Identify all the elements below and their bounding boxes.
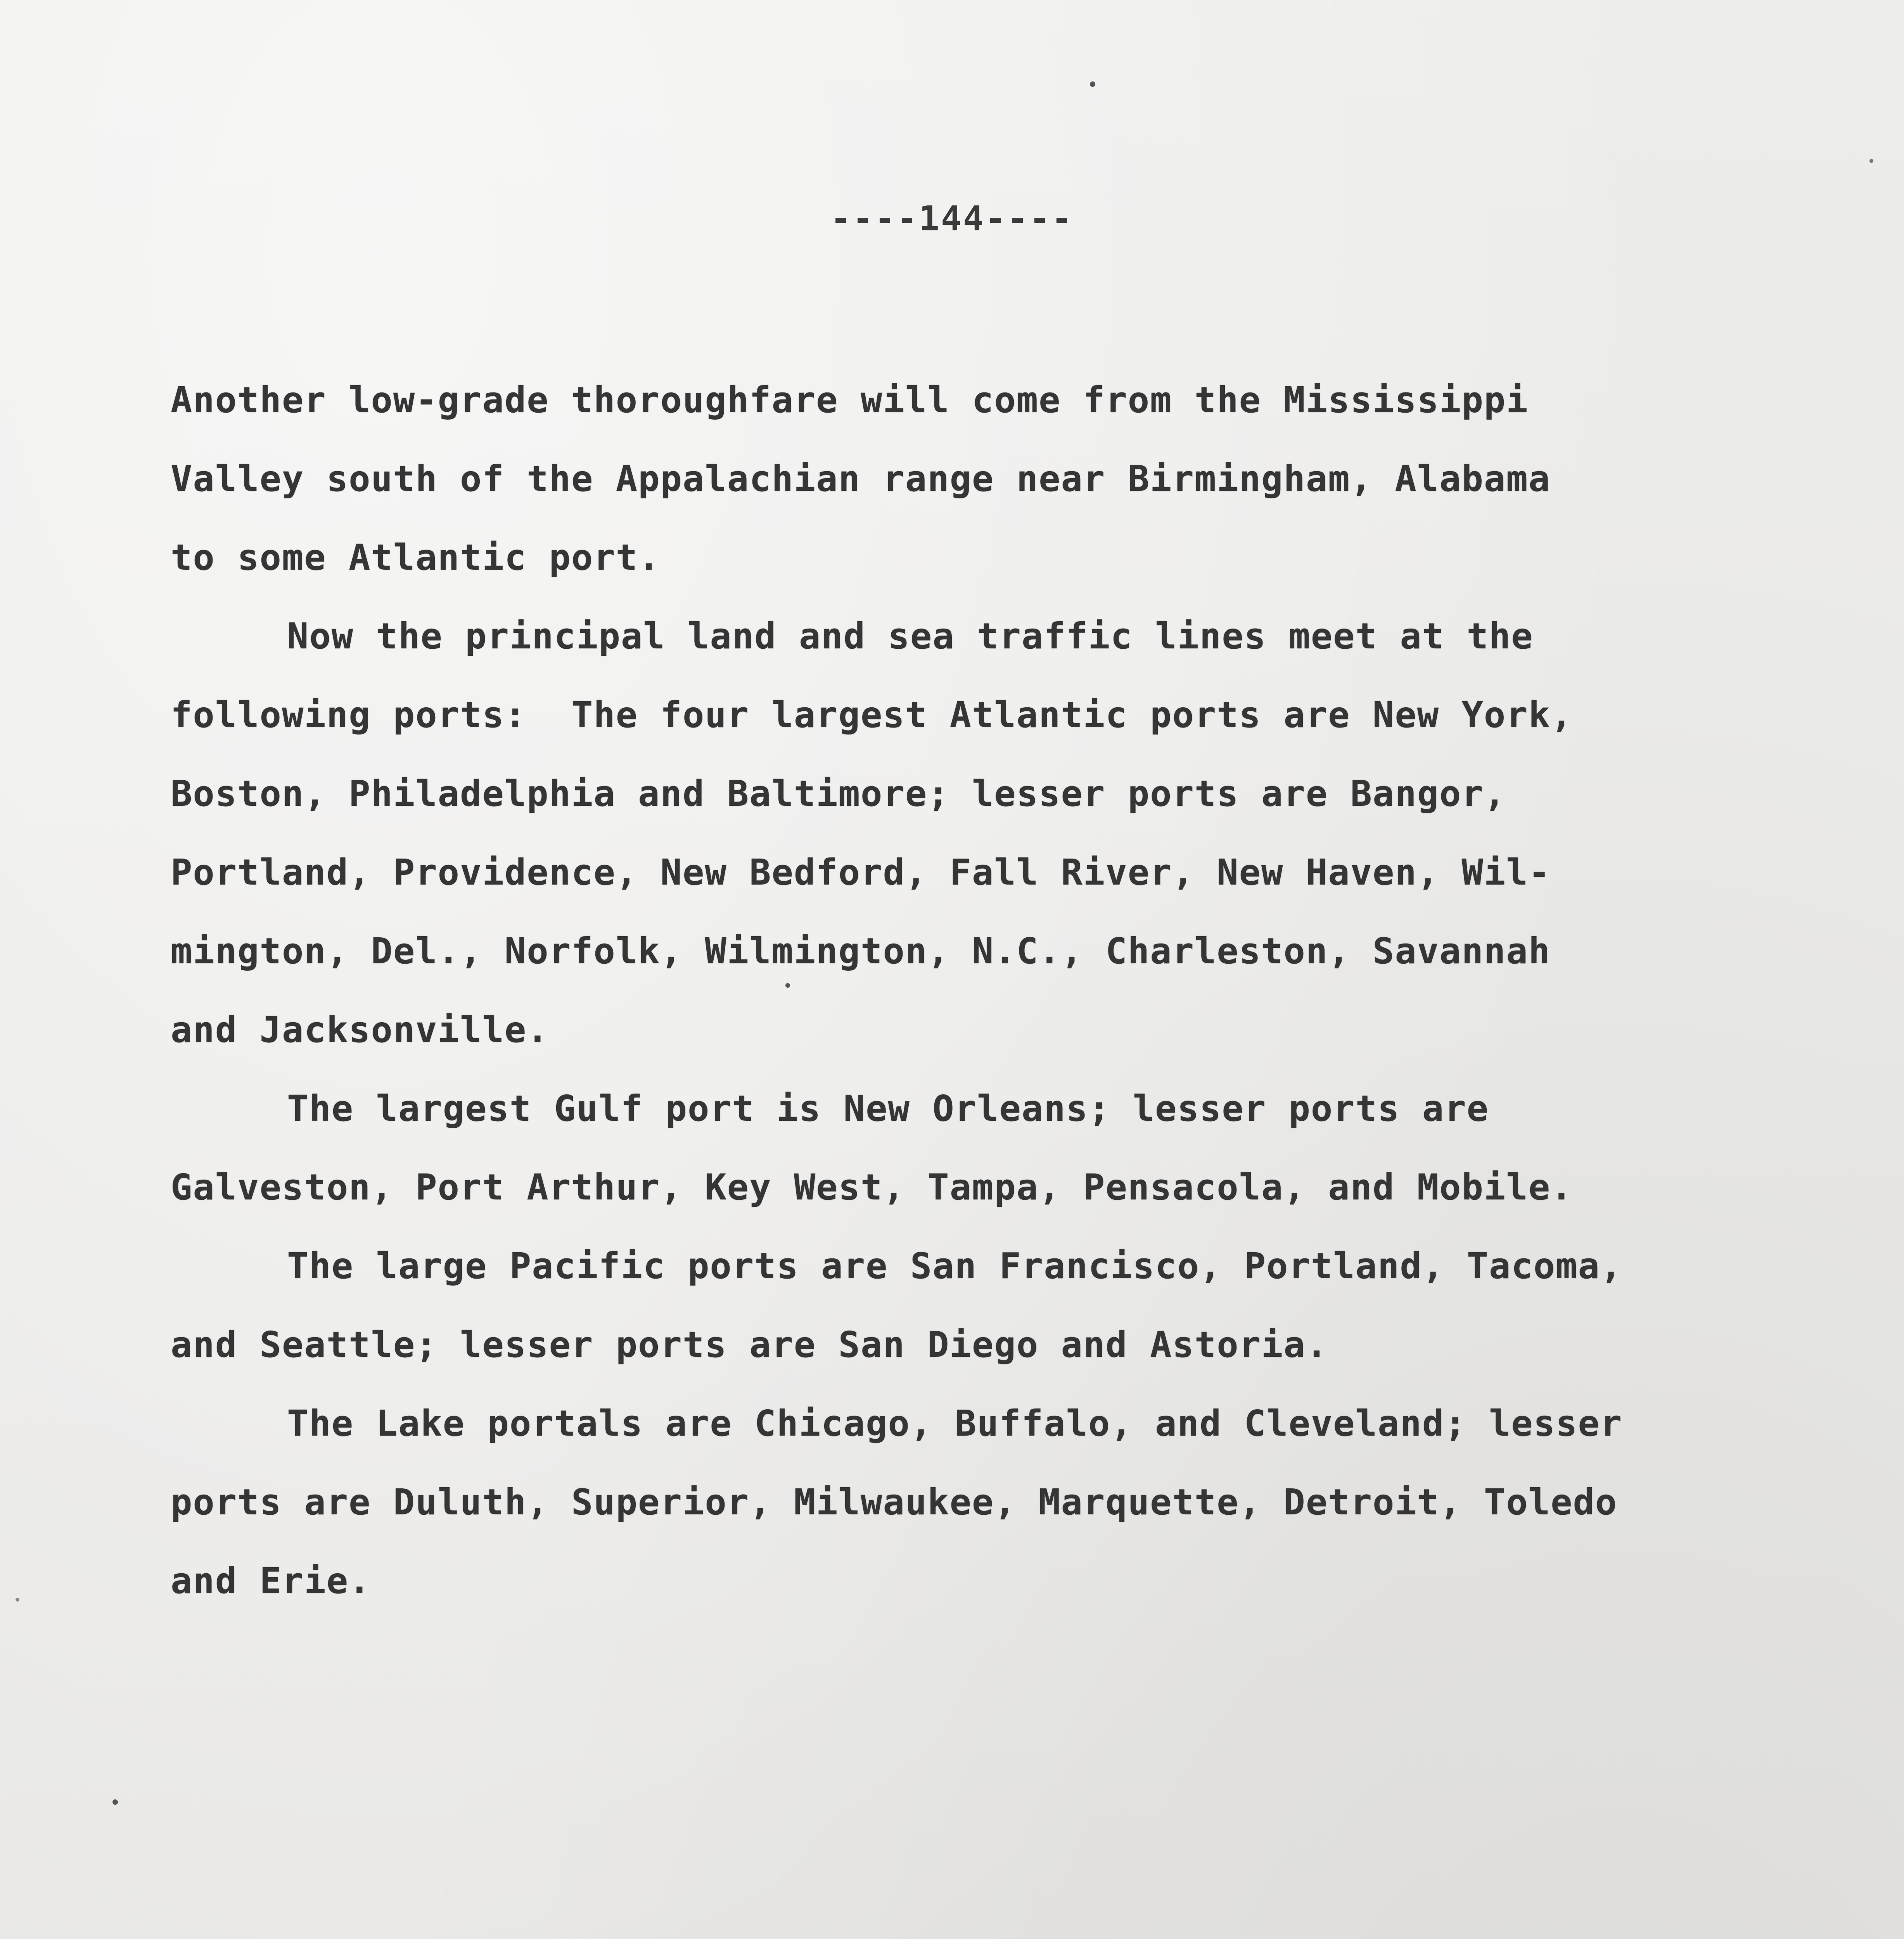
paragraph-4-line-1: The large Pacific ports are San Francisco, Portland, Tacoma, [287,1245,1623,1287]
paragraph-2-line-1: Now the principal land and sea traffic lines meet at the [287,615,1534,657]
paper-speck [785,983,790,988]
paper-speck [112,1799,118,1805]
paragraph-2-line-4: Portland, Providence, New Bedford, Fall River, New Haven, Wil- [171,852,1551,893]
paragraph-3-line-1: The largest Gulf port is New Orleans; lesser ports are [287,1088,1489,1129]
paragraph-2-line-2: following ports: The four largest Atlantic ports are New York, [171,694,1573,736]
paragraph-5-line-2: ports are Duluth, Superior, Milwaukee, Marquette, Detroit, Toledo [171,1481,1618,1523]
paragraph-1-line-1: Another low-grade thoroughfare will come from the Mississippi [171,379,1529,421]
paragraph-5-line-3: and Erie. [171,1560,371,1602]
paragraph-4-line-2: and Seattle; lesser ports are San Diego and Astoria. [171,1324,1328,1365]
page-number: ----144---- [830,199,1074,238]
page-body [171,361,1703,1620]
paragraph-2-line-6: and Jacksonville. [171,1009,549,1051]
paragraph-2-line-5: mington, Del., Norfolk, Wilmington, N.C., Charleston, Savannah [171,930,1551,972]
paragraph-5-line-1: The Lake portals are Chicago, Buffalo, and Cleveland; lesser [287,1403,1623,1444]
paper-speck [1090,81,1095,87]
paragraph-3-line-2: Galveston, Port Arthur, Key West, Tampa, Pensacola, and Mobile. [171,1167,1573,1208]
paper-speck [1869,159,1873,163]
paragraph-2-line-3: Boston, Philadelphia and Baltimore; lesser ports are Bangor, [171,773,1506,814]
paragraph-1-line-3: to some Atlantic port. [171,537,661,578]
paragraph-1-line-2: Valley south of the Appalachian range near Birmingham, Alabama [171,458,1551,499]
paper-speck [16,1598,19,1602]
